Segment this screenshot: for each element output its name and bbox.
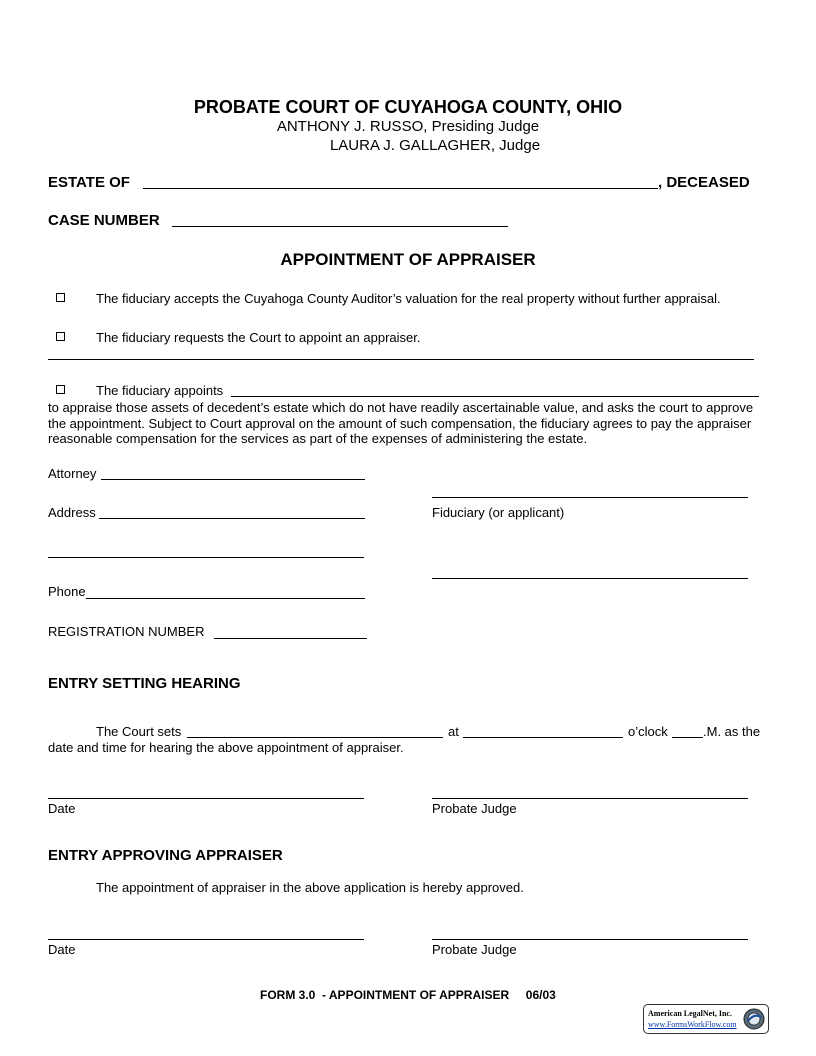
accepts-valuation-checkbox[interactable]	[56, 293, 65, 302]
estate-name-field[interactable]	[143, 188, 658, 189]
court-title: PROBATE COURT OF CUYAHOGA COUNTY, OHIO	[193, 97, 623, 117]
fiduciary-label: Fiduciary (or applicant)	[432, 505, 565, 520]
hearing-line-2: date and time for hearing the above appointment of appraiser.	[48, 740, 404, 755]
attorney-field[interactable]	[101, 479, 365, 480]
form-id: FORM 3.0 - APPOINTMENT OF APPRAISER 06/03	[260, 988, 556, 1002]
judge: LAURA J. GALLAGHER, Judge	[329, 137, 541, 154]
address-field[interactable]	[99, 518, 365, 519]
logo-url[interactable]: www.FormsWorkFlow.com	[648, 1020, 737, 1029]
m-as-the-label: .M. as the	[703, 724, 761, 739]
approval-date-signature-line[interactable]	[48, 939, 364, 940]
requests-appraiser-checkbox[interactable]	[56, 332, 65, 341]
approval-judge-signature-line[interactable]	[432, 939, 748, 940]
case-number-field[interactable]	[172, 226, 508, 227]
hearing-date-signature-line[interactable]	[48, 798, 364, 799]
oclock-label: o’clock	[628, 724, 668, 739]
appointment-paragraph: to appraise those assets of decedent’s estate which do not have readily ascertainable value, and asks the court to approve the appointment. Subject to Court approval on the amount of such compensation, the fiduciary agrees to pay the appraiser reasonable compensation for the services as part of the expenses of administering the estate.	[48, 400, 754, 446]
case-number-label: CASE NUMBER	[48, 212, 160, 229]
registration-field[interactable]	[214, 638, 367, 639]
hearing-title: ENTRY SETTING HEARING	[48, 675, 241, 692]
approval-date-label: Date	[48, 942, 76, 957]
estate-of-label: ESTATE OF	[48, 174, 130, 191]
accepts-valuation-text: The fiduciary accepts the Cuyahoga County Auditor’s valuation for the real property without further appraisal.	[96, 291, 721, 306]
presiding-judge: ANTHONY J. RUSSO, Presiding Judge	[276, 118, 540, 135]
hearing-judge-label: Probate Judge	[432, 801, 517, 816]
hearing-judge-signature-line[interactable]	[432, 798, 748, 799]
separator-line	[48, 359, 754, 360]
globe-icon	[742, 1007, 766, 1031]
appoints-text: The fiduciary appoints	[96, 383, 224, 398]
fiduciary-signature-line[interactable]	[432, 497, 748, 498]
attorney-label: Attorney	[48, 466, 97, 481]
hearing-time-field[interactable]	[463, 737, 623, 738]
phone-label: Phone	[48, 584, 86, 599]
at-label: at	[448, 724, 459, 739]
appraiser-name-field[interactable]	[231, 396, 759, 397]
hearing-date-label: Date	[48, 801, 76, 816]
phone-field[interactable]	[86, 598, 365, 599]
legalnet-logo[interactable]	[643, 1004, 769, 1034]
address-label: Address	[48, 505, 96, 520]
registration-label: REGISTRATION NUMBER	[48, 624, 205, 639]
hearing-date-field[interactable]	[187, 737, 443, 738]
logo-company: American LegalNet, Inc.	[648, 1009, 732, 1018]
form-title: APPOINTMENT OF APPRAISER	[280, 250, 536, 269]
court-sets-label: The Court sets	[96, 724, 182, 739]
approval-title: ENTRY APPROVING APPRAISER	[48, 847, 283, 864]
approval-text: The appointment of appraiser in the above application is hereby approved.	[96, 880, 524, 895]
requests-appraiser-text: The fiduciary requests the Court to appoint an appraiser.	[96, 330, 421, 345]
appoints-checkbox[interactable]	[56, 385, 65, 394]
address-field-2[interactable]	[48, 557, 364, 558]
am-pm-field[interactable]	[672, 737, 703, 738]
fiduciary-line-2[interactable]	[432, 578, 748, 579]
approval-judge-label: Probate Judge	[432, 942, 517, 957]
deceased-label: , DECEASED	[658, 174, 750, 191]
